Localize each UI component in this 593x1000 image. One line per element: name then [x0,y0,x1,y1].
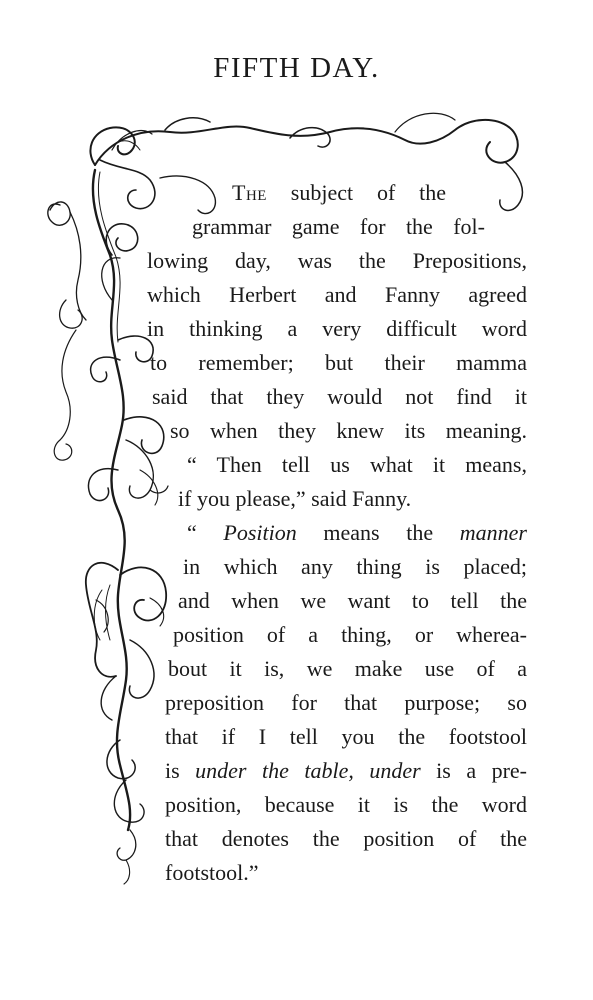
text-line: that if I tell you the footstool [165,724,527,749]
text-line: position, because it is the word [165,792,527,817]
text-line: footstool.” [165,860,259,885]
text-line: that denotes the position of the [165,826,527,851]
text-line: preposition for that purpose; so [165,690,527,715]
text-line: said that they would not find it [152,384,527,409]
text-line: in which any thing is placed; [183,554,527,579]
text-line: “ Then tell us what it means, [187,452,527,477]
text-line: is under the table, under is a pre- [165,758,527,783]
text-line: to remember; but their mamma [150,350,527,375]
text-line: “ Position means the manner [187,520,527,545]
text-line: position of a thing, or wherea- [173,622,527,647]
text-line: so when they knew its meaning. [170,418,527,443]
text-line: if you please,” said Fanny. [178,486,412,511]
text-line: bout it is, we make use of a [168,656,527,681]
text-line: The subject of the [232,180,446,205]
text-line: grammar game for the fol- [192,214,485,239]
page-title: FIFTH DAY. [213,52,380,84]
text-line: lowing day, was the Prepositions, [147,248,527,273]
text-line: which Herbert and Fanny agreed [147,282,527,307]
text-line: in thinking a very difficult word [147,316,527,341]
text-line: and when we want to tell the [178,588,527,613]
